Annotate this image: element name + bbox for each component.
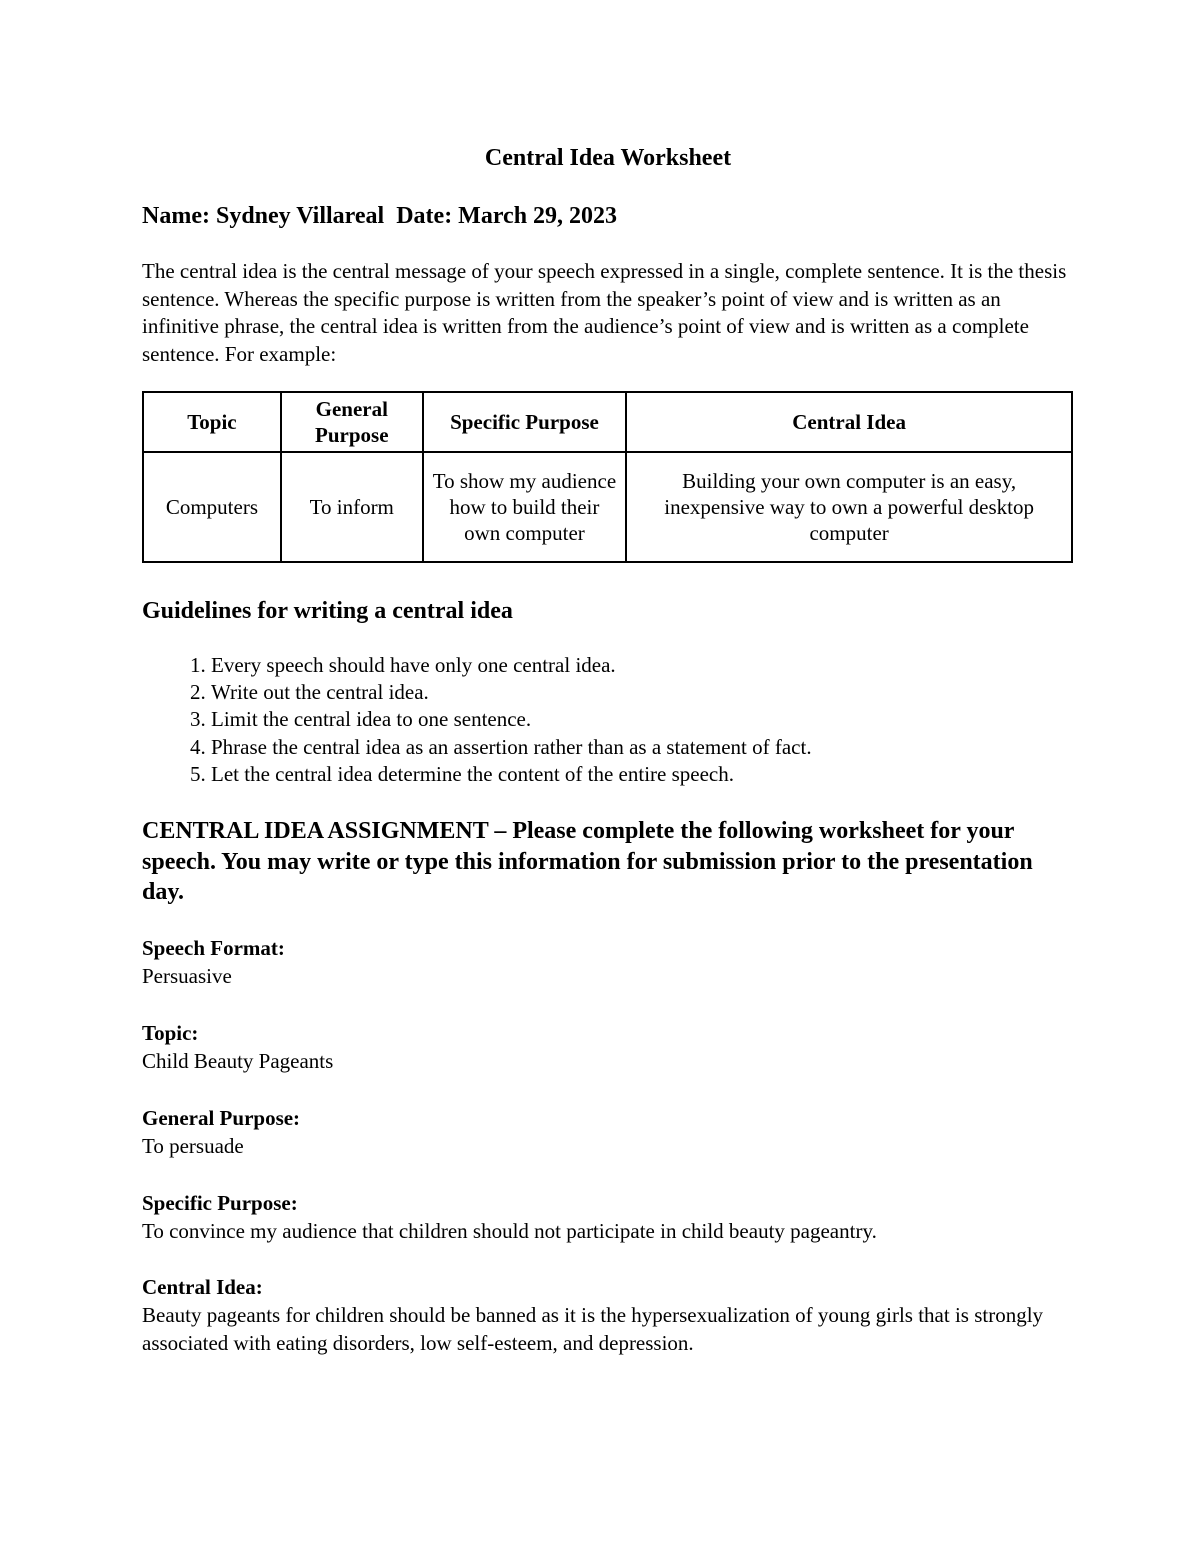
list-item: 2. Write out the central idea. bbox=[211, 679, 1071, 706]
header-central-idea: Central Idea bbox=[626, 392, 1072, 452]
cell-general-purpose: To inform bbox=[281, 452, 423, 562]
intro-paragraph: The central idea is the central message of your speech expressed in a single, complete sentence. It is the thesis sentence. Whereas the specific purpose is written from the speaker’s point of view and is written as an infinitive phrase, the central idea is written from the audience’s point of view and is written as a complete sentence. For example: bbox=[142, 259, 1067, 366]
specific-purpose-value: To convince my audience that children should not participate in child beauty pageantry. bbox=[142, 1219, 877, 1243]
speech-format-value: Persuasive bbox=[142, 964, 232, 988]
header-general-purpose: General Purpose bbox=[281, 392, 423, 452]
header-specific-purpose: Specific Purpose bbox=[423, 392, 627, 452]
guidelines-heading: Guidelines for writing a central idea bbox=[142, 598, 513, 624]
name-date-line: Name: Sydney Villareal Date: March 29, 2023 bbox=[142, 203, 618, 229]
central-idea-value: Beauty pageants for children should be banned as it is the hypersexualization of young girls that is strongly associated with eating disorders, low self-esteem, and depression. bbox=[142, 1303, 1044, 1355]
table-row bbox=[143, 452, 1072, 562]
general-purpose-label: General Purpose: bbox=[142, 1106, 301, 1130]
general-purpose-value: To persuade bbox=[142, 1134, 244, 1158]
topic-value: Child Beauty Pageants bbox=[142, 1049, 334, 1073]
speech-format-label: Speech Format: bbox=[142, 936, 285, 960]
guidelines-list bbox=[142, 652, 1071, 788]
cell-central-idea: Building your own computer is an easy, inexpensive way to own a powerful desktop computer bbox=[626, 452, 1072, 562]
cell-topic: Computers bbox=[143, 452, 281, 562]
list-item: 5. Let the central idea determine the content of the entire speech. bbox=[211, 761, 1071, 788]
assignment-instructions: CENTRAL IDEA ASSIGNMENT – Please complete the following worksheet for your speech. You may write or type this information for submission prior to the presentation day. bbox=[142, 818, 1033, 905]
speech-format-field bbox=[142, 934, 1072, 990]
topic-field bbox=[142, 1019, 1072, 1075]
list-item: 3. Limit the central idea to one sentence. bbox=[211, 706, 1071, 733]
specific-purpose-label: Specific Purpose: bbox=[142, 1191, 298, 1215]
topic-label: Topic: bbox=[142, 1021, 199, 1045]
general-purpose-field bbox=[142, 1104, 1072, 1160]
table-header-row bbox=[143, 392, 1072, 452]
central-idea-field bbox=[142, 1273, 1072, 1357]
list-item: 4. Phrase the central idea as an assertion rather than as a statement of fact. bbox=[211, 734, 1071, 761]
header-topic: Topic bbox=[143, 392, 281, 452]
specific-purpose-field bbox=[142, 1189, 1072, 1245]
page-title: Central Idea Worksheet bbox=[484, 145, 732, 171]
list-item: 1. Every speech should have only one central idea. bbox=[211, 652, 1071, 679]
example-table bbox=[142, 391, 1073, 563]
central-idea-label: Central Idea: bbox=[142, 1275, 263, 1299]
cell-specific-purpose: To show my audience how to build their own computer bbox=[423, 452, 627, 562]
